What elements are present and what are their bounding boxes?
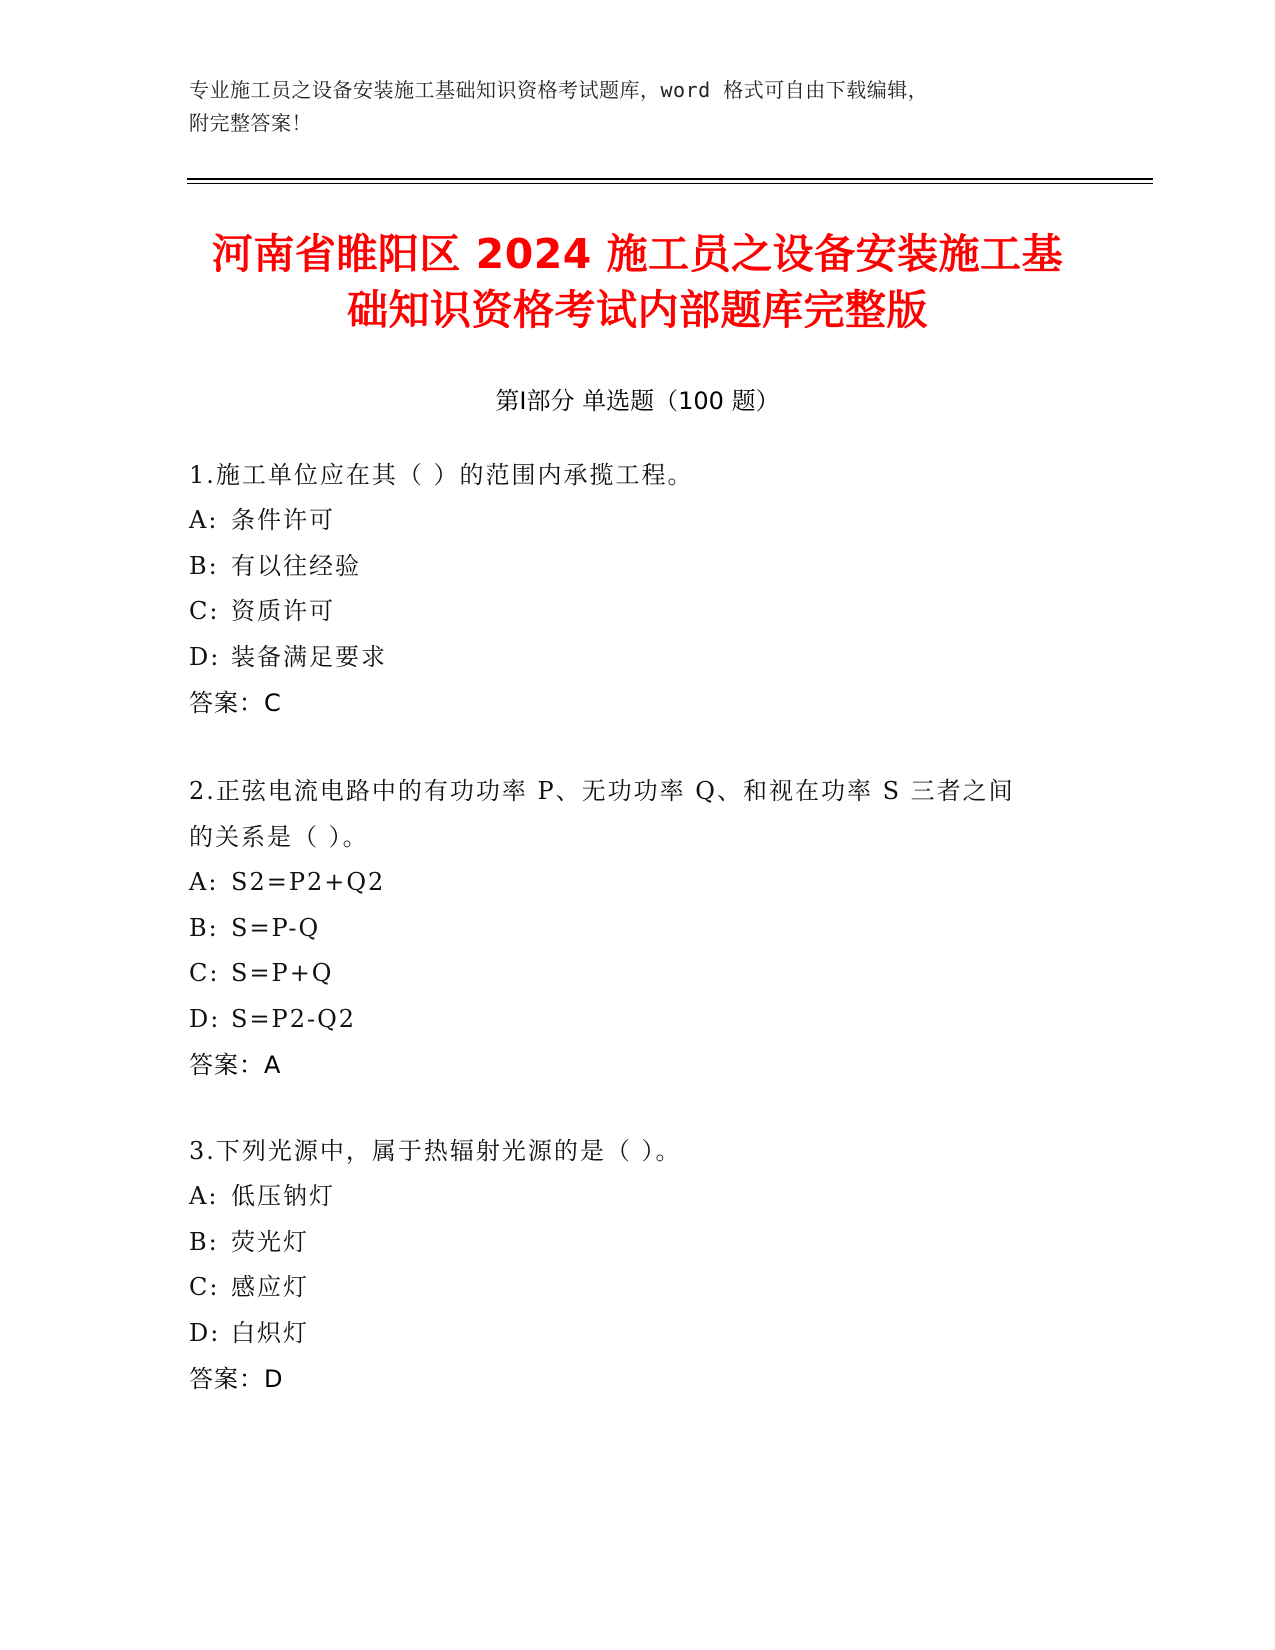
option-a (189, 860, 1089, 906)
answer-value: A (264, 1051, 281, 1079)
option-text: 装备满足要求 (231, 642, 387, 671)
option-key: B: (189, 913, 219, 942)
option-key: C: (189, 597, 220, 625)
question-stem-line: 的关系是（ ）。 (189, 823, 369, 851)
option-key: C: (189, 959, 220, 987)
question-stem (189, 452, 1089, 498)
question-stem-line: 1.施工单位应在其（ ）的范围内承揽工程。 (189, 461, 694, 489)
option-key: B: (189, 551, 219, 580)
header-note (189, 74, 1089, 140)
option-c (189, 589, 1089, 635)
document-title (150, 226, 1125, 338)
question-2 (189, 768, 1089, 1088)
option-key: A: (189, 1182, 219, 1210)
option-d (189, 1311, 1089, 1357)
option-text: 感应灯 (231, 1273, 309, 1301)
document-title-line-1: 河南省睢阳区 2024 施工员之设备安装施工基 (211, 230, 1064, 278)
answer-line (189, 1042, 1089, 1088)
option-text: S=P2-Q2 (231, 1004, 357, 1033)
option-key: D: (189, 642, 221, 671)
option-d (189, 635, 1089, 681)
header-divider-thin (187, 183, 1153, 184)
header-note-line-1: 专业施工员之设备安装施工基础知识资格考试题库，word 格式可自由下载编辑， (189, 78, 929, 102)
document-title-line-2: 础知识资格考试内部题库完整版 (347, 286, 928, 334)
option-text: 资质许可 (231, 597, 335, 625)
answer-value: D (264, 1365, 283, 1393)
option-b (189, 1220, 1089, 1266)
option-key: D: (189, 1318, 221, 1347)
answer-label: 答案： (189, 689, 264, 717)
option-text: 有以往经验 (231, 551, 361, 580)
question-stem (189, 1128, 1089, 1174)
answer-line (189, 680, 1089, 726)
option-key: C: (189, 1273, 220, 1301)
option-c (189, 951, 1089, 997)
answer-line (189, 1356, 1089, 1402)
question-1 (189, 452, 1089, 726)
option-key: A: (189, 506, 219, 534)
question-stem-line: 2.正弦电流电路中的有功功率 P、无功功率 Q、和视在功率 S 三者之间 (189, 777, 1015, 805)
option-text: S=P-Q (231, 913, 321, 942)
option-text: S2=P2+Q2 (231, 868, 386, 896)
option-key: B: (189, 1227, 219, 1256)
answer-label: 答案： (189, 1051, 264, 1079)
option-c (189, 1265, 1089, 1311)
option-key: A: (189, 868, 219, 896)
option-a (189, 1174, 1089, 1220)
header-divider-thick (187, 178, 1153, 180)
option-b (189, 906, 1089, 952)
option-text: 低压钠灯 (231, 1182, 335, 1210)
option-text: 白炽灯 (231, 1318, 309, 1347)
answer-label: 答案： (189, 1365, 264, 1393)
question-3 (189, 1128, 1089, 1402)
question-stem-line: 3.下列光源中，属于热辐射光源的是（ ）。 (189, 1137, 682, 1165)
option-key: D: (189, 1004, 221, 1033)
option-text: S=P+Q (231, 959, 334, 987)
option-d (189, 997, 1089, 1043)
option-text: 荧光灯 (231, 1227, 309, 1256)
question-stem (189, 768, 1089, 860)
header-note-line-2: 附完整答案！ (189, 111, 312, 135)
section-heading: 第Ⅰ部分 单选题（100 题） (495, 387, 780, 415)
option-b (189, 544, 1089, 590)
answer-value: C (264, 689, 281, 717)
option-text: 条件许可 (231, 506, 335, 534)
option-a (189, 498, 1089, 544)
